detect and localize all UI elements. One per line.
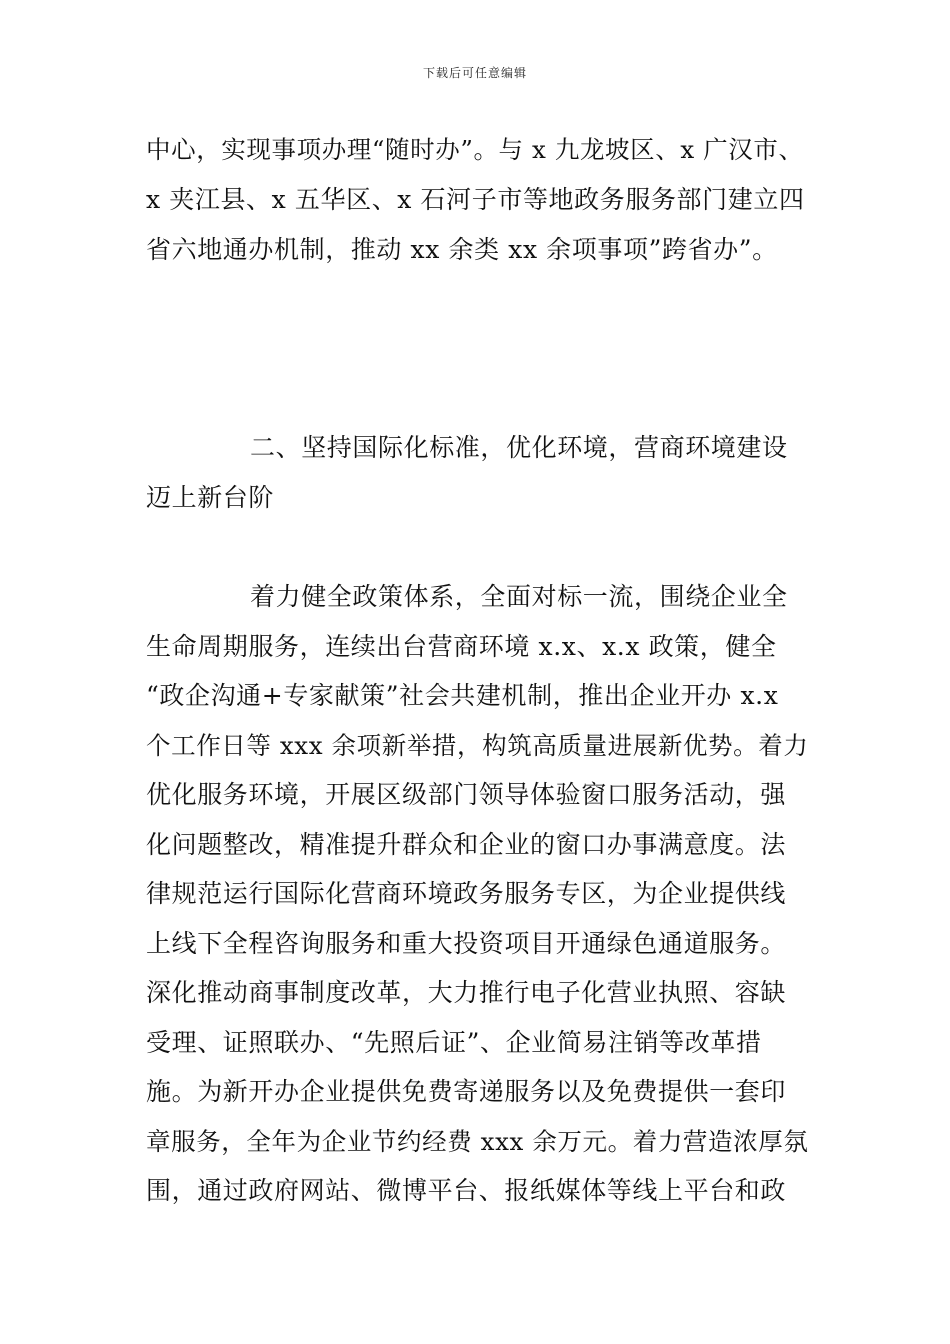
paragraph-line: 中心，实现事项办理“随时办”。与 x 九龙坡区、x 广汉市、 (146, 135, 804, 164)
paragraph-line: 上线下全程咨询服务和重大投资项目开通绿色通道服务。 (146, 929, 787, 958)
paragraph-line: 深化推动商事制度改革，大力推行电子化营业执照、容缺 (146, 978, 787, 1007)
paragraph-line: 个工作日等 xxx 余项新举措，构筑高质量进展新优势。着力 (146, 731, 809, 760)
heading-line: 二、坚持国际化标准，优化环境，营商环境建设 (250, 433, 788, 462)
page-header: 下载后可任意编辑 (422, 66, 527, 80)
paragraph-line: x 夹江县、x 五华区、x 石河子市等地政务服务部门建立四 (146, 185, 805, 214)
paragraph-line: 章服务，全年为企业节约经费 xxx 余万元。着力营造浓厚氛 (146, 1127, 809, 1156)
paragraph-line: 围，通过政府网站、微博平台、报纸媒体等线上平台和政 (146, 1176, 787, 1205)
paragraph-line: “政企沟通+专家献策”社会共建机制，推出企业开办 x.x (146, 681, 779, 710)
paragraph-line: 化问题整改，精准提升群众和企业的窗口办事满意度。法 (146, 830, 787, 859)
paragraph-line: 受理、证照联办、“先照后证”、企业简易注销等改革措 (146, 1028, 762, 1057)
paragraph-line: 优化服务环境，开展区级部门领导体验窗口服务活动，强 (146, 780, 787, 809)
paragraph-line: 生命周期服务，连续出台营商环境 x.x、x.x 政策，健全 (146, 632, 777, 661)
paragraph-line: 省六地通办机制，推动 xx 余类 xx 余项事项”跨省办”。 (146, 235, 778, 264)
paragraph-line: 律规范运行国际化营商环境政务服务专区，为企业提供线 (146, 879, 787, 908)
heading-line: 迈上新台阶 (146, 483, 275, 512)
paragraph-line: 施。为新开办企业提供免费寄递服务以及免费提供一套印 (146, 1077, 787, 1106)
paragraph-line: 着力健全政策体系，全面对标一流，围绕企业全 (250, 582, 788, 611)
